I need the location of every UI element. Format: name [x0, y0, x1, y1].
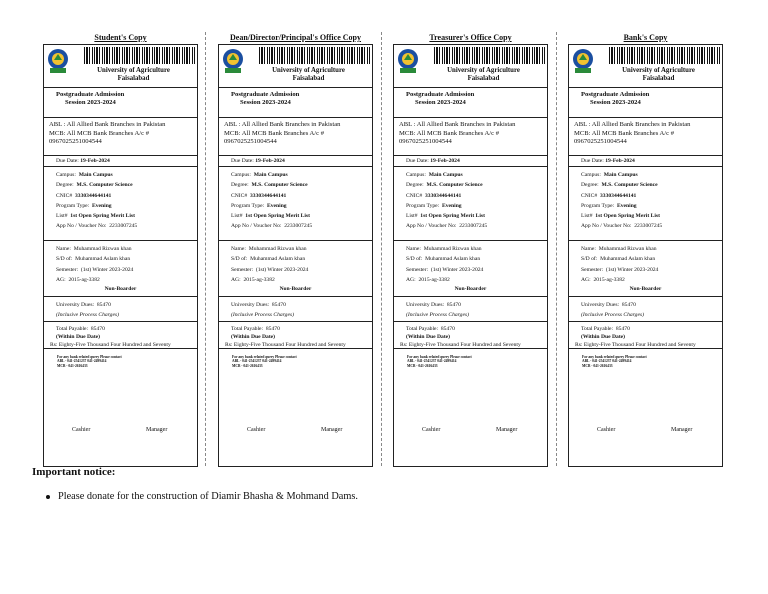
university-name: University of Agriculture Faisalabad	[622, 67, 695, 82]
admission-title: Postgraduate Admission Session 2023-2024	[219, 88, 372, 118]
university-logo-icon	[397, 48, 419, 74]
bank-contact: For any bank related query Please contact ABL - 041-2541237 041-2499414 MCB - 041-2616433	[582, 355, 647, 368]
university-logo-icon	[47, 48, 69, 74]
voucher-copy	[393, 32, 548, 467]
university-dues: University Dues: 85470 (Inclusive Process Charges)	[44, 297, 197, 322]
barcode	[259, 47, 371, 64]
voucher-slip	[43, 44, 198, 467]
manager-signature: Manager	[496, 427, 518, 433]
university-logo-icon	[572, 48, 594, 74]
student-details: Name: Muhammad Rizwan khan S/D of: Muhammad Aslam khan Semester: (1st) Winter 2023-2024 AG: 2015-ag-3382 Non-Boarder	[219, 241, 372, 297]
program-details: Campus: Main Campus Degree: M.S. Computer Science CNIC# 3330344644141 Program Type: Evening List# 1st Open Spring Merit List App No / Voucher No: 2233007245	[219, 167, 372, 241]
total-payable: Total Payable: 85470 (Within Due Date) Rs: Eighty-Five Thousand Four Hundred and Seventy	[44, 322, 197, 349]
manager-signature: Manager	[671, 427, 693, 433]
copy-title: Student's Copy	[94, 33, 147, 42]
manager-signature: Manager	[146, 427, 168, 433]
cut-line	[381, 32, 382, 466]
bank-info: ABL : All Allied Bank Branches in Pakistan MCB: All MCB Bank Branches A/c # 0967025251004544	[394, 118, 547, 156]
bank-info: ABL : All Allied Bank Branches in Pakistan MCB: All MCB Bank Branches A/c # 0967025251004544	[569, 118, 722, 156]
copy-title: Dean/Director/Principal's Office Copy	[230, 33, 361, 42]
university-name: University of Agriculture Faisalabad	[272, 67, 345, 82]
voucher-copy	[43, 32, 198, 467]
notice-text: Please donate for the construction of Diamir Bhasha & Mohmand Dams.	[58, 491, 358, 502]
total-payable: Total Payable: 85470 (Within Due Date) Rs: Eighty-Five Thousand Four Hundred and Seventy	[569, 322, 722, 349]
cut-line	[205, 32, 206, 466]
cashier-signature: Cashier	[422, 427, 441, 433]
program-details: Campus: Main Campus Degree: M.S. Computer Science CNIC# 3330344644141 Program Type: Evening List# 1st Open Spring Merit List App No / Voucher No: 2233007245	[44, 167, 197, 241]
admission-title: Postgraduate Admission Session 2023-2024	[44, 88, 197, 118]
voucher-slip	[218, 44, 373, 467]
due-date: Due Date: 19-Feb-2024	[569, 156, 722, 167]
university-dues: University Dues: 85470 (Inclusive Process Charges)	[394, 297, 547, 322]
student-details: Name: Muhammad Rizwan khan S/D of: Muhammad Aslam khan Semester: (1st) Winter 2023-2024 AG: 2015-ag-3382 Non-Boarder	[394, 241, 547, 297]
notice-bullet	[46, 491, 358, 502]
bullet-icon	[46, 495, 50, 499]
cut-line	[556, 32, 557, 466]
university-dues: University Dues: 85470 (Inclusive Process Charges)	[569, 297, 722, 322]
due-date: Due Date: 19-Feb-2024	[394, 156, 547, 167]
voucher-copy	[218, 32, 373, 467]
program-details: Campus: Main Campus Degree: M.S. Computer Science CNIC# 3330344644141 Program Type: Evening List# 1st Open Spring Merit List App No / Voucher No: 2233007245	[569, 167, 722, 241]
cashier-signature: Cashier	[597, 427, 616, 433]
admission-title: Postgraduate Admission Session 2023-2024	[394, 88, 547, 118]
voucher-header	[44, 45, 197, 88]
copy-title: Bank's Copy	[623, 33, 668, 42]
program-details: Campus: Main Campus Degree: M.S. Computer Science CNIC# 3330344644141 Program Type: Evening List# 1st Open Spring Merit List App No / Voucher No: 2233007245	[394, 167, 547, 241]
total-payable: Total Payable: 85470 (Within Due Date) Rs: Eighty-Five Thousand Four Hundred and Seventy	[394, 322, 547, 349]
manager-signature: Manager	[321, 427, 343, 433]
bank-contact: For any bank related query Please contact ABL - 041-2541237 041-2499414 MCB - 041-2616433	[407, 355, 472, 368]
voucher-header	[219, 45, 372, 88]
barcode	[609, 47, 721, 64]
university-dues: University Dues: 85470 (Inclusive Process Charges)	[219, 297, 372, 322]
bank-contact: For any bank related query Please contact ABL - 041-2541237 041-2499414 MCB - 041-2616433	[57, 355, 122, 368]
university-logo-icon	[222, 48, 244, 74]
voucher-header	[394, 45, 547, 88]
university-name: University of Agriculture Faisalabad	[97, 67, 170, 82]
bank-info: ABL : All Allied Bank Branches in Pakistan MCB: All MCB Bank Branches A/c # 0967025251004544	[219, 118, 372, 156]
student-details: Name: Muhammad Rizwan khan S/D of: Muhammad Aslam khan Semester: (1st) Winter 2023-2024 AG: 2015-ag-3382 Non-Boarder	[44, 241, 197, 297]
bank-contact: For any bank related query Please contact ABL - 041-2541237 041-2499414 MCB - 041-2616433	[232, 355, 297, 368]
total-payable: Total Payable: 85470 (Within Due Date) Rs: Eighty-Five Thousand Four Hundred and Seventy	[219, 322, 372, 349]
admission-title: Postgraduate Admission Session 2023-2024	[569, 88, 722, 118]
barcode	[434, 47, 546, 64]
voucher-slip	[393, 44, 548, 467]
cashier-signature: Cashier	[72, 427, 91, 433]
notice-heading: Important notice:	[32, 466, 116, 478]
student-details: Name: Muhammad Rizwan khan S/D of: Muhammad Aslam khan Semester: (1st) Winter 2023-2024 AG: 2015-ag-3382 Non-Boarder	[569, 241, 722, 297]
voucher-header	[569, 45, 722, 88]
bank-info: ABL : All Allied Bank Branches in Pakistan MCB: All MCB Bank Branches A/c # 0967025251004544	[44, 118, 197, 156]
university-name: University of Agriculture Faisalabad	[447, 67, 520, 82]
due-date: Due Date: 19-Feb-2024	[219, 156, 372, 167]
voucher-copy	[568, 32, 723, 467]
due-date: Due Date: 19-Feb-2024	[44, 156, 197, 167]
cashier-signature: Cashier	[247, 427, 266, 433]
copy-title: Treasurer's Office Copy	[429, 33, 512, 42]
voucher-slip	[568, 44, 723, 467]
barcode	[84, 47, 196, 64]
